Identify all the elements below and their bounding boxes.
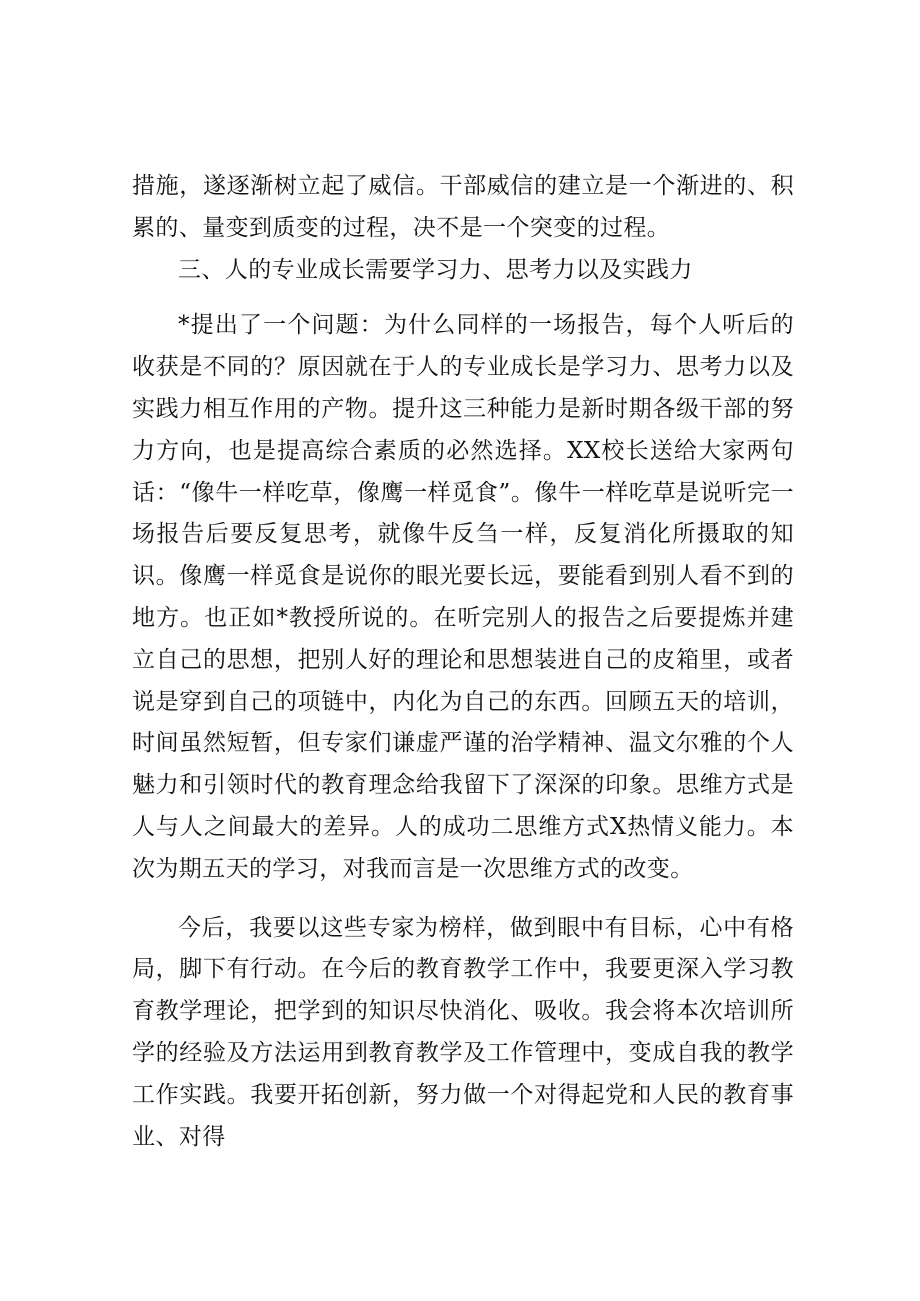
paragraph-continuation: 措施，遂逐渐树立起了威信。干部威信的建立是一个渐进的、积累的、量变到质变的过程，决不是一个突变的过程。	[132, 173, 794, 241]
section-heading: 三、人的专业成长需要学习力、思考力以及实践力	[178, 256, 693, 283]
paragraph-body-2: 今后，我要以这些专家为榜样，做到眼中有目标，心中有格局，脚下有行动。在今后的教育教学工作中，我要更深入学习教育教学理论，把学到的知识尽快消化、吸收。我会将本次培训所学的经验及方法运用到教育教学及工作管理中，变成自我的教学工作实践。我要开拓创新，努力做一个对得起党和人民的教育事业、对得	[132, 914, 794, 1150]
document-body	[132, 166, 794, 1158]
paragraph-body-1: *提出了一个问题：为什么同样的一场报告，每个人听后的收获是不同的？原因就在于人的专业成长是学习力、思考力以及实践力相互作用的产物。提升这三种能力是新时期各级干部的努力方向，也是提高综合素质的必然选择。XX校长送给大家两句话：“像牛一样吃草，像鹰一样觅食”。像牛一样吃草是说听完一场报告后要反复思考，就像牛反刍一样，反复消化所摄取的知识。像鹰一样觅食是说你的眼光要长远，要能看到别人看不到的地方。也正如*教授所说的。在听完别人的报告之后要提炼并建立自己的思想，把别人好的理论和思想装进自己的皮箱里，或者说是穿到自己的项链中，内化为自己的东西。回顾五天的培训，时间虽然短暂，但专家们谦虚严谨的治学精神、温文尔雅的个人魅力和引领时代的教育理念给我留下了深深的印象。思维方式是人与人之间最大的差异。人的成功二思维方式X热情义能力。本次为期五天的学习，对我而言是一次思维方式的改变。	[132, 312, 794, 882]
